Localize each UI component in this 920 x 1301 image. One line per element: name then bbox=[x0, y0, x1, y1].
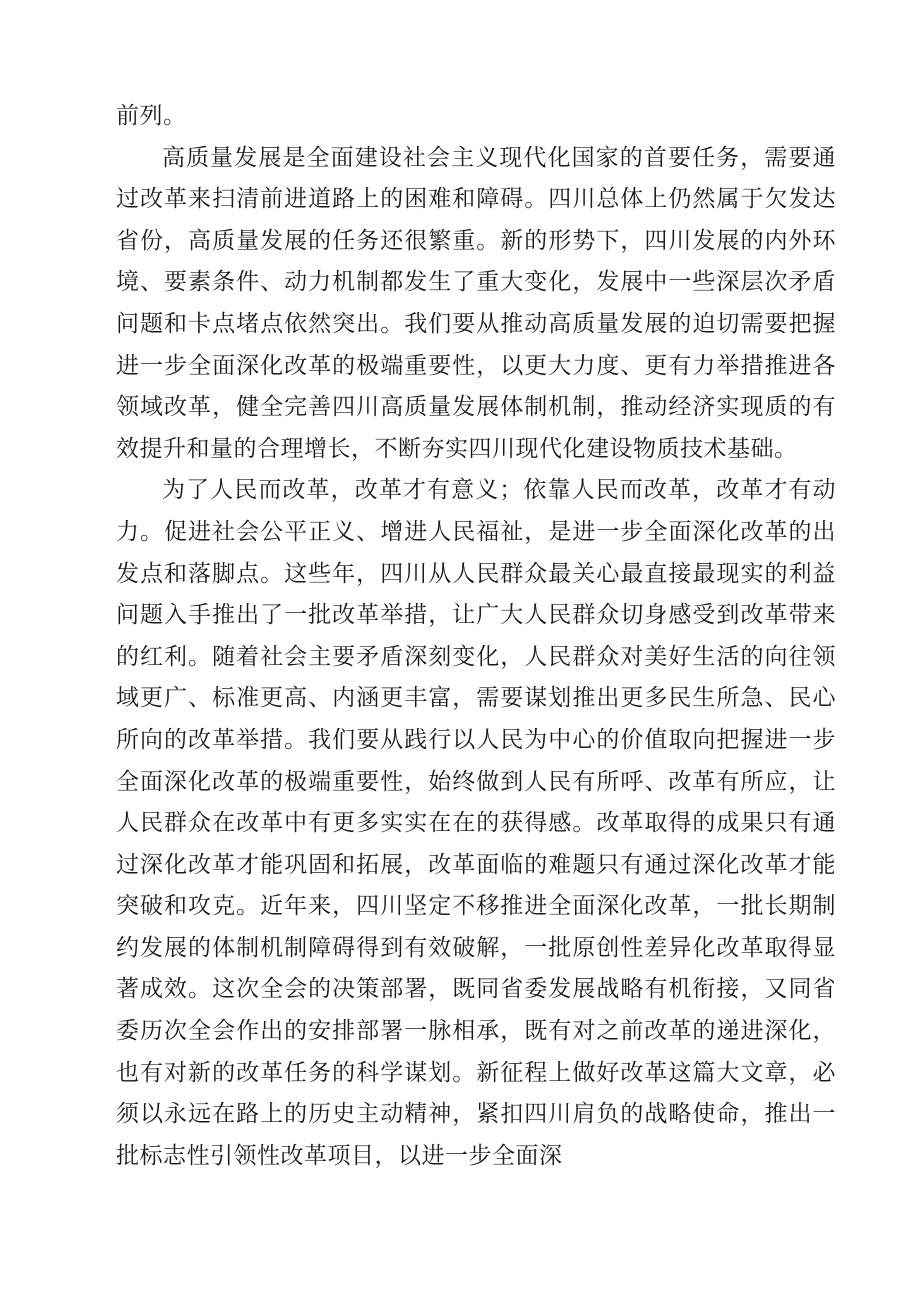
document-body bbox=[116, 96, 836, 1177]
paragraph-high-quality-development: 高质量发展是全面建设社会主义现代化国家的首要任务，需要通过改革来扫清前进道路上的困难和障碍。四川总体上仍然属于欠发达省份，高质量发展的任务还很繁重。新的形势下，四川发展的内外环境、要素条件、动力机制都发生了重大变化，发展中一些深层次矛盾问题和卡点堵点依然突出。我们要从推动高质量发展的迫切需要把握进一步全面深化改革的极端重要性，以更大力度、更有力举措推进各领域改革，健全完善四川高质量发展体制机制，推动经济实现质的有效提升和量的合理增长，不断夯实四川现代化建设物质技术基础。 bbox=[116, 144, 836, 462]
paragraph-reform-for-people: 为了人民而改革，改革才有意义；依靠人民而改革，改革才有动力。促进社会公平正义、增进人民福祉，是进一步全面深化改革的出发点和落脚点。这些年，四川从人民群众最关心最直接最现实的利益问题入手推出了一批改革举措，让广大人民群众切身感受到改革带来的红利。随着社会主要矛盾深刻变化，人民群众对美好生活的向往领域更广、标准更高、内涵更丰富，需要谋划推出更多民生所急、民心所向的改革举措。我们要从践行以人民为中心的价值取向把握进一步全面深化改革的极端重要性，始终做到人民有所呼、改革有所应，让人民群众在改革中有更多实实在在的获得感。改革取得的成果只有通过深化改革才能巩固和拓展，改革面临的难题只有通过深化改革才能突破和攻克。近年来，四川坚定不移推进全面深化改革，一批长期制约发展的体制机制障碍得到有效破解，一批原创性差异化改革取得显著成效。这次全会的决策部署，既同省委发展战略有机衔接，又同省委历次全会作出的安排部署一脉相承，既有对之前改革的递进深化，也有对新的改革任务的科学谋划。新征程上做好改革这篇大文章，必须以永远在路上的历史主动精神，紧扣四川肩负的战略使命，推出一批标志性引领性改革项目，以进一步全面深 bbox=[116, 477, 836, 1169]
paragraph-continuation: 前列。 bbox=[116, 103, 187, 129]
